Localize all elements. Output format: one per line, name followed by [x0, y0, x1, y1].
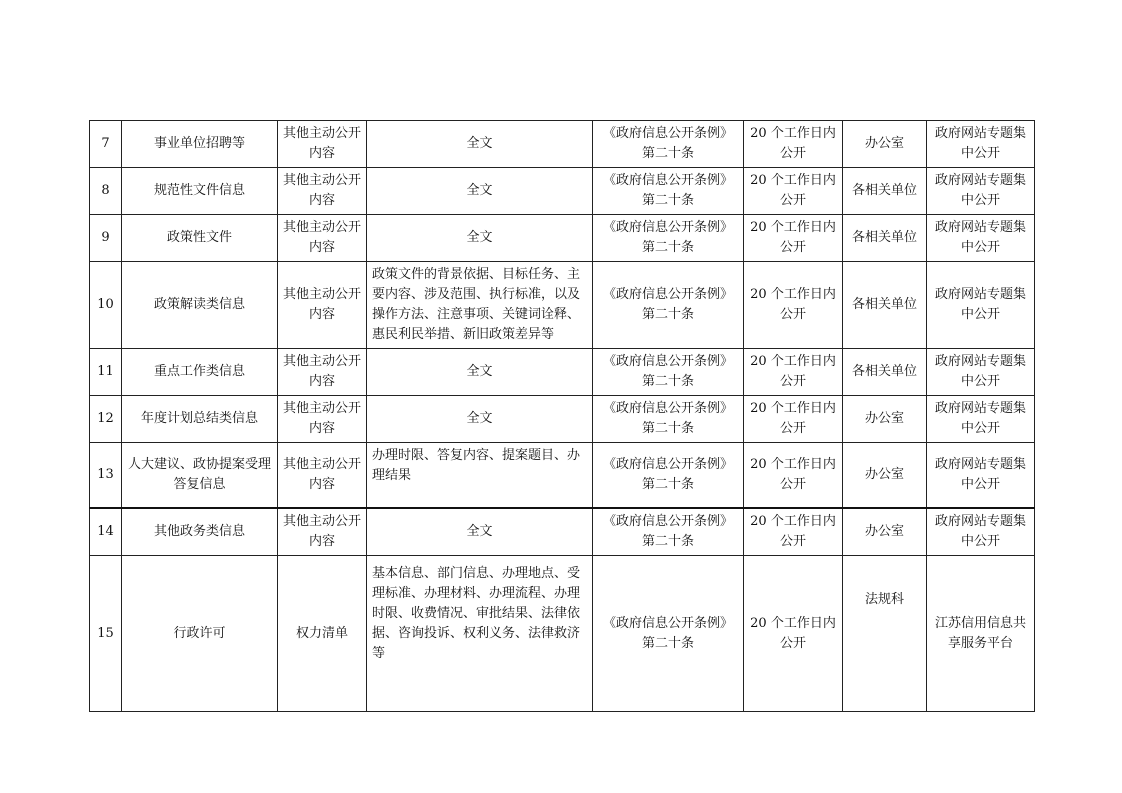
item-category: 其他主动公开内容	[278, 168, 367, 215]
disclosure-channel: 政府网站专题集中公开	[927, 396, 1035, 443]
responsible-unit: 各相关单位	[843, 349, 927, 396]
legal-basis: 《政府信息公开条例》第二十条	[593, 556, 744, 712]
table-row	[90, 396, 1035, 443]
item-name: 重点工作类信息	[122, 349, 278, 396]
responsible-unit: 各相关单位	[843, 215, 927, 262]
row-number: 15	[90, 556, 122, 712]
table-row	[90, 121, 1035, 168]
disclosure-channel: 政府网站专题集中公开	[927, 349, 1035, 396]
legal-basis: 《政府信息公开条例》第二十条	[593, 443, 744, 509]
row-number: 8	[90, 168, 122, 215]
item-name: 政策性文件	[122, 215, 278, 262]
disclosure-channel: 政府网站专题集中公开	[927, 215, 1035, 262]
disclosure-channel: 江苏信用信息共享服务平台	[927, 556, 1035, 712]
disclosure-period: 20 个工作日内公开	[744, 556, 843, 712]
row-number: 14	[90, 508, 122, 556]
responsible-unit: 各相关单位	[843, 262, 927, 349]
disclosure-channel: 政府网站专题集中公开	[927, 262, 1035, 349]
legal-basis: 《政府信息公开条例》第二十条	[593, 396, 744, 443]
disclosure-channel: 政府网站专题集中公开	[927, 121, 1035, 168]
item-content: 全文	[367, 215, 593, 262]
responsible-unit: 办公室	[843, 443, 927, 509]
legal-basis: 《政府信息公开条例》第二十条	[593, 121, 744, 168]
disclosure-period: 20 个工作日内公开	[744, 121, 843, 168]
item-content: 全文	[367, 349, 593, 396]
responsible-unit: 办公室	[843, 396, 927, 443]
disclosure-period: 20 个工作日内公开	[744, 168, 843, 215]
disclosure-catalog-table	[89, 120, 1035, 712]
item-category: 其他主动公开内容	[278, 443, 367, 509]
item-category: 其他主动公开内容	[278, 508, 367, 556]
disclosure-period: 20 个工作日内公开	[744, 215, 843, 262]
responsible-unit: 各相关单位	[843, 168, 927, 215]
table-row	[90, 349, 1035, 396]
legal-basis: 《政府信息公开条例》第二十条	[593, 262, 744, 349]
item-content: 全文	[367, 508, 593, 556]
responsible-unit: 办公室	[843, 121, 927, 168]
responsible-unit: 办公室	[843, 508, 927, 556]
table-row	[90, 262, 1035, 349]
table-row	[90, 215, 1035, 262]
disclosure-channel: 政府网站专题集中公开	[927, 443, 1035, 509]
disclosure-period: 20 个工作日内公开	[744, 396, 843, 443]
disclosure-channel: 政府网站专题集中公开	[927, 508, 1035, 556]
row-number: 12	[90, 396, 122, 443]
item-category: 权力清单	[278, 556, 367, 712]
item-name: 其他政务类信息	[122, 508, 278, 556]
legal-basis: 《政府信息公开条例》第二十条	[593, 215, 744, 262]
table-row	[90, 443, 1035, 509]
legal-basis: 《政府信息公开条例》第二十条	[593, 349, 744, 396]
item-content: 办理时限、答复内容、提案题目、办理结果	[367, 443, 593, 509]
item-name: 行政许可	[122, 556, 278, 712]
item-category: 其他主动公开内容	[278, 215, 367, 262]
item-category: 其他主动公开内容	[278, 121, 367, 168]
item-name: 规范性文件信息	[122, 168, 278, 215]
disclosure-period: 20 个工作日内公开	[744, 349, 843, 396]
item-category: 其他主动公开内容	[278, 396, 367, 443]
disclosure-channel: 政府网站专题集中公开	[927, 168, 1035, 215]
table-row	[90, 556, 1035, 712]
item-content: 基本信息、部门信息、办理地点、受理标准、办理材料、办理流程、办理时限、收费情况、审批结果、法律依据、咨询投诉、权利义务、法律救济等	[367, 556, 593, 712]
item-content: 全文	[367, 396, 593, 443]
row-number: 11	[90, 349, 122, 396]
item-name: 政策解读类信息	[122, 262, 278, 349]
disclosure-period: 20 个工作日内公开	[744, 262, 843, 349]
item-name: 事业单位招聘等	[122, 121, 278, 168]
item-content: 全文	[367, 168, 593, 215]
disclosure-period: 20 个工作日内公开	[744, 443, 843, 509]
row-number: 13	[90, 443, 122, 509]
item-category: 其他主动公开内容	[278, 349, 367, 396]
item-category: 其他主动公开内容	[278, 262, 367, 349]
table-row	[90, 508, 1035, 556]
item-name: 年度计划总结类信息	[122, 396, 278, 443]
item-name: 人大建议、政协提案受理答复信息	[122, 443, 278, 509]
row-number: 7	[90, 121, 122, 168]
item-content: 政策文件的背景依据、目标任务、主要内容、涉及范围、执行标准，以及操作方法、注意事项、关键词诠释、惠民利民举措、新旧政策差异等	[367, 262, 593, 349]
row-number: 10	[90, 262, 122, 349]
disclosure-period: 20 个工作日内公开	[744, 508, 843, 556]
responsible-unit: 法规科	[843, 556, 927, 712]
legal-basis: 《政府信息公开条例》第二十条	[593, 508, 744, 556]
row-number: 9	[90, 215, 122, 262]
table-row	[90, 168, 1035, 215]
legal-basis: 《政府信息公开条例》第二十条	[593, 168, 744, 215]
item-content: 全文	[367, 121, 593, 168]
